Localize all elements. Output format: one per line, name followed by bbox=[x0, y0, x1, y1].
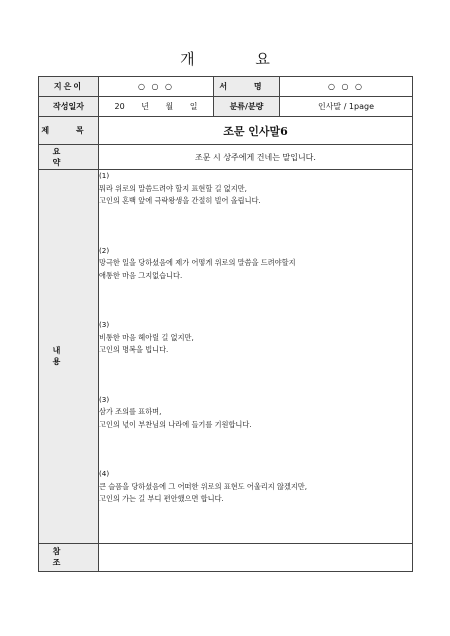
paragraph-number: (2) bbox=[99, 245, 110, 255]
category-label: 분류/분량 bbox=[214, 97, 280, 117]
summary-value: 조문 시 상주에게 건네는 말입니다. bbox=[99, 145, 413, 170]
content-paragraph bbox=[99, 319, 412, 357]
paragraph-line: 고인의 넋이 부찬님의 나라에 들기를 기원합니다. bbox=[99, 419, 252, 429]
page-title: 개 요 bbox=[180, 50, 298, 68]
paragraph-number: (1) bbox=[99, 171, 110, 180]
paragraph-line: 뭐라 위로의 말씀드려야 할지 표현할 길 없지만, bbox=[99, 183, 247, 193]
paragraph-line: 고인의 명복을 빕니다. bbox=[99, 345, 169, 354]
paragraph-line: 고인의 가는 길 부디 편안했으면 합니다. bbox=[99, 494, 224, 503]
form-row-author bbox=[39, 77, 413, 97]
reference-label: 참 조 bbox=[39, 543, 99, 571]
content-paragraph bbox=[99, 394, 412, 432]
content-label: 내 용 bbox=[39, 170, 99, 544]
form-row-summary bbox=[39, 145, 413, 170]
paragraph-line: 비통한 마음 헤아릴 길 없지만, bbox=[99, 332, 194, 342]
signature-value: ○ ○ ○ bbox=[280, 77, 413, 97]
content-paragraph bbox=[99, 468, 412, 506]
paragraph-number: (3) bbox=[99, 320, 110, 329]
overview-form bbox=[38, 76, 413, 572]
paragraph-number: (3) bbox=[99, 394, 110, 404]
summary-label: 요 약 bbox=[39, 145, 99, 170]
form-row-reference bbox=[39, 543, 413, 571]
paragraph-line: 망극한 일을 당하셨음에 제가 어떻게 위로의 말씀을 드려야할지 bbox=[99, 258, 296, 267]
date-label: 작성일자 bbox=[39, 97, 99, 117]
paragraph-line: 고인의 혼백 앞에 극락왕생을 간절히 빌어 올립니다. bbox=[99, 196, 261, 205]
paragraph-number: (4) bbox=[99, 469, 110, 478]
author-value: ○ ○ ○ bbox=[99, 77, 214, 97]
form-row-content bbox=[39, 170, 413, 544]
content-body bbox=[99, 170, 413, 544]
subject-value: 조문 인사말6 bbox=[99, 117, 413, 145]
subject-label: 제 목 bbox=[39, 117, 99, 145]
content-paragraph bbox=[99, 245, 412, 283]
author-label: 지은이 bbox=[39, 77, 99, 97]
category-value: 인사말 / 1page bbox=[280, 97, 413, 117]
reference-value bbox=[99, 543, 413, 571]
paragraph-line: 큰 슬픔을 당하셨음에 그 어떠한 위로의 표현도 어울리지 않겠지만, bbox=[99, 481, 308, 491]
paragraph-line: 애통한 마음 그지없습니다. bbox=[99, 270, 183, 280]
signature-label: 서 명 bbox=[214, 77, 280, 97]
date-value: 20 년 월 일 bbox=[99, 97, 214, 117]
paragraph-line: 삼가 조의를 표하며, bbox=[99, 407, 162, 416]
content-paragraph bbox=[99, 170, 412, 208]
form-row-date bbox=[39, 97, 413, 117]
form-row-subject bbox=[39, 117, 413, 145]
